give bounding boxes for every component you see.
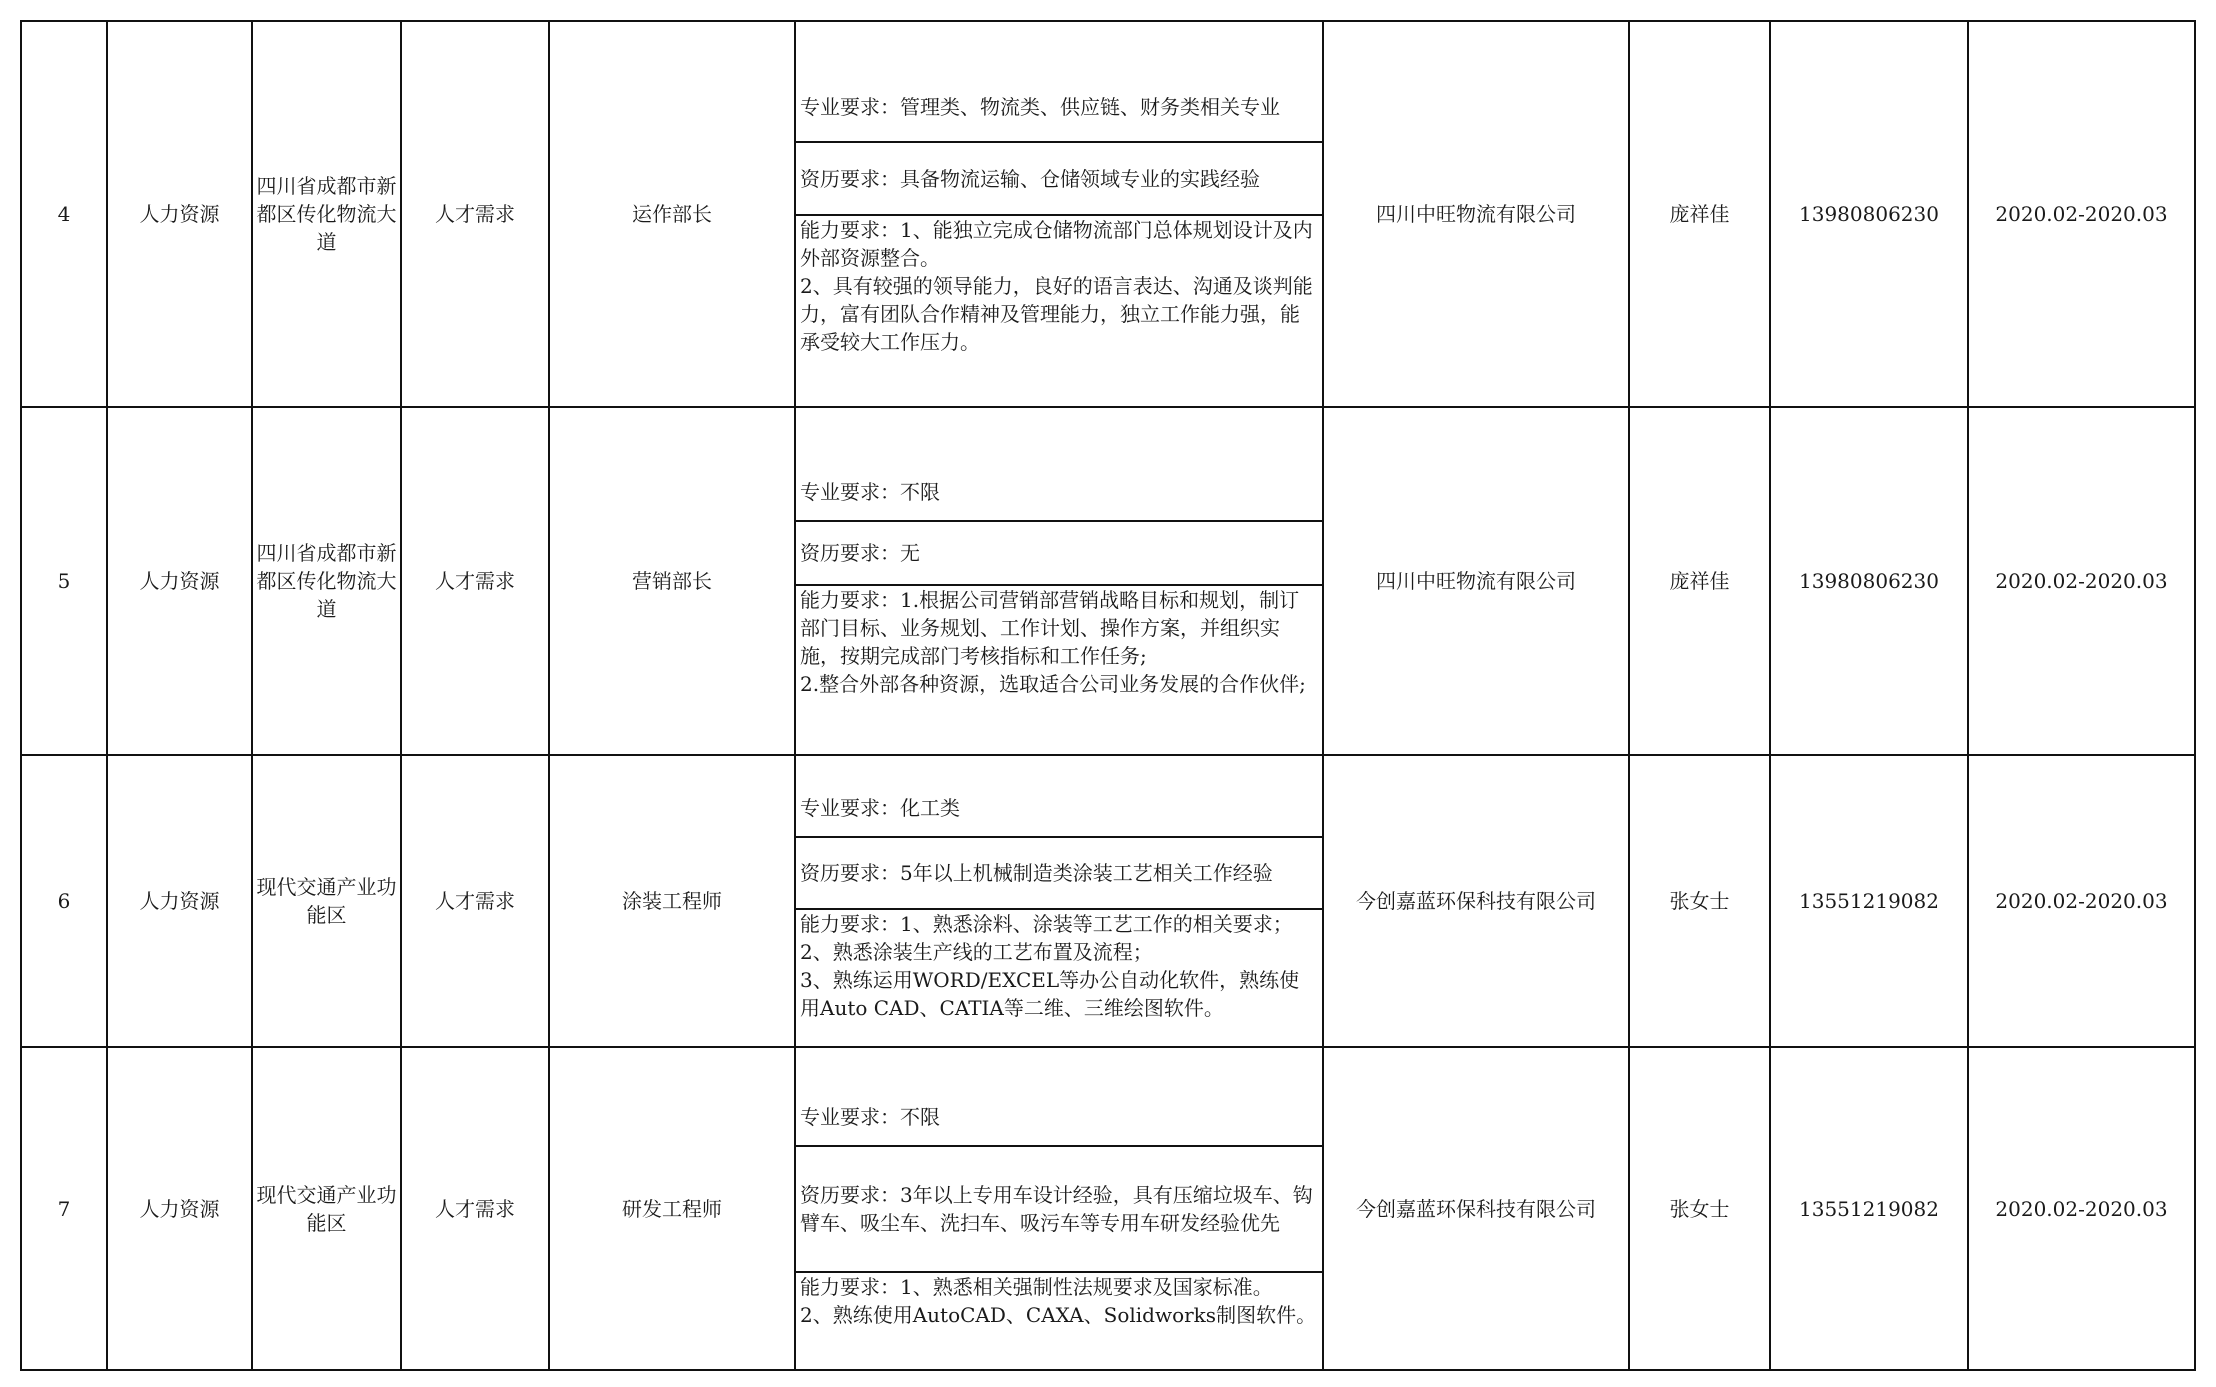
ability-requirement: 能力要求：1、能独立完成仓储物流部门总体规划设计及内外部资源整合。 2、具有较强的领导能力，良好的语言表达、沟通及谈判能力，富有团队合作精神及管理能力，独立工作能力强，能承受较大工作压力。 bbox=[800, 218, 1313, 354]
period-cell: 2020.02-2020.03 bbox=[1968, 21, 2195, 407]
location-cell: 四川省成都市新都区传化物流大道 bbox=[252, 21, 401, 407]
period-cell: 2020.02-2020.03 bbox=[1968, 1047, 2195, 1370]
major-requirement: 专业要求：不限 bbox=[796, 1088, 1322, 1146]
experience-requirement: 资历要求：无 bbox=[796, 521, 1322, 585]
position-cell: 研发工程师 bbox=[549, 1047, 795, 1370]
phone-cell: 13980806230 bbox=[1770, 21, 1968, 407]
need-type-cell: 人才需求 bbox=[401, 1047, 549, 1370]
need-type-cell: 人才需求 bbox=[401, 407, 549, 755]
table-row bbox=[21, 755, 2195, 1047]
category-cell: 人力资源 bbox=[107, 755, 252, 1047]
table-row bbox=[21, 407, 2195, 755]
requirements-cell bbox=[795, 755, 1323, 1047]
requirements-subtable bbox=[796, 72, 1322, 356]
row-index: 7 bbox=[21, 1047, 107, 1370]
company-cell: 今创嘉蓝环保科技有限公司 bbox=[1323, 1047, 1629, 1370]
requirements-subtable bbox=[796, 1088, 1322, 1329]
contact-cell: 庞祥佳 bbox=[1629, 407, 1770, 755]
experience-requirement: 资历要求：3年以上专用车设计经验，具有压缩垃圾车、钩臂车、吸尘车、洗扫车、吸污车等专用车研发经验优先 bbox=[796, 1146, 1322, 1272]
contact-cell: 庞祥佳 bbox=[1629, 21, 1770, 407]
recruitment-table bbox=[20, 20, 2196, 1371]
location-cell: 四川省成都市新都区传化物流大道 bbox=[252, 407, 401, 755]
position-cell: 运作部长 bbox=[549, 21, 795, 407]
company-cell: 四川中旺物流有限公司 bbox=[1323, 21, 1629, 407]
major-requirement: 专业要求：管理类、物流类、供应链、财务类相关专业 bbox=[796, 72, 1322, 142]
category-cell: 人力资源 bbox=[107, 407, 252, 755]
need-type-cell: 人才需求 bbox=[401, 755, 549, 1047]
company-cell: 四川中旺物流有限公司 bbox=[1323, 407, 1629, 755]
row-index: 6 bbox=[21, 755, 107, 1047]
position-cell: 涂装工程师 bbox=[549, 755, 795, 1047]
need-type-cell: 人才需求 bbox=[401, 21, 549, 407]
period-cell: 2020.02-2020.03 bbox=[1968, 755, 2195, 1047]
row-index: 5 bbox=[21, 407, 107, 755]
requirements-cell bbox=[795, 1047, 1323, 1370]
ability-requirement: 能力要求：1.根据公司营销部营销战略目标和规划，制订部门目标、业务规划、工作计划、操作方案，并组织实施，按期完成部门考核指标和工作任务; 2.整合外部各种资源，选取适合公司业务发展的合作伙伴; bbox=[800, 587, 1306, 696]
table-row bbox=[21, 21, 2195, 407]
contact-cell: 张女士 bbox=[1629, 1047, 1770, 1370]
ability-requirement: 能力要求：1、熟悉相关强制性法规要求及国家标准。 2、熟练使用AutoCAD、CAXA、Solidworks制图软件。 bbox=[800, 1275, 1317, 1327]
phone-cell: 13551219082 bbox=[1770, 755, 1968, 1047]
phone-cell: 13551219082 bbox=[1770, 1047, 1968, 1370]
recruitment-table-sheet bbox=[20, 20, 2194, 1371]
category-cell: 人力资源 bbox=[107, 1047, 252, 1370]
location-cell: 现代交通产业功能区 bbox=[252, 1047, 401, 1370]
position-cell: 营销部长 bbox=[549, 407, 795, 755]
requirements-subtable bbox=[796, 465, 1322, 698]
period-cell: 2020.02-2020.03 bbox=[1968, 407, 2195, 755]
experience-requirement: 资历要求：具备物流运输、仓储领域专业的实践经验 bbox=[796, 142, 1322, 215]
company-cell: 今创嘉蓝环保科技有限公司 bbox=[1323, 755, 1629, 1047]
contact-cell: 张女士 bbox=[1629, 755, 1770, 1047]
table-row bbox=[21, 1047, 2195, 1370]
major-requirement: 专业要求：化工类 bbox=[796, 780, 1322, 837]
major-requirement: 专业要求：不限 bbox=[796, 465, 1322, 521]
location-cell: 现代交通产业功能区 bbox=[252, 755, 401, 1047]
phone-cell: 13980806230 bbox=[1770, 407, 1968, 755]
requirements-subtable bbox=[796, 780, 1322, 1022]
row-index: 4 bbox=[21, 21, 107, 407]
ability-requirement: 能力要求：1、熟悉涂料、涂装等工艺工作的相关要求； 2、熟悉涂装生产线的工艺布置及流程； 3、熟练运用WORD/EXCEL等办公自动化软件，熟练使用Auto CAD、CATIA等二维、三维绘图软件。 bbox=[800, 912, 1300, 1020]
category-cell: 人力资源 bbox=[107, 21, 252, 407]
experience-requirement: 资历要求：5年以上机械制造类涂装工艺相关工作经验 bbox=[796, 837, 1322, 909]
requirements-cell bbox=[795, 407, 1323, 755]
requirements-cell bbox=[795, 21, 1323, 407]
